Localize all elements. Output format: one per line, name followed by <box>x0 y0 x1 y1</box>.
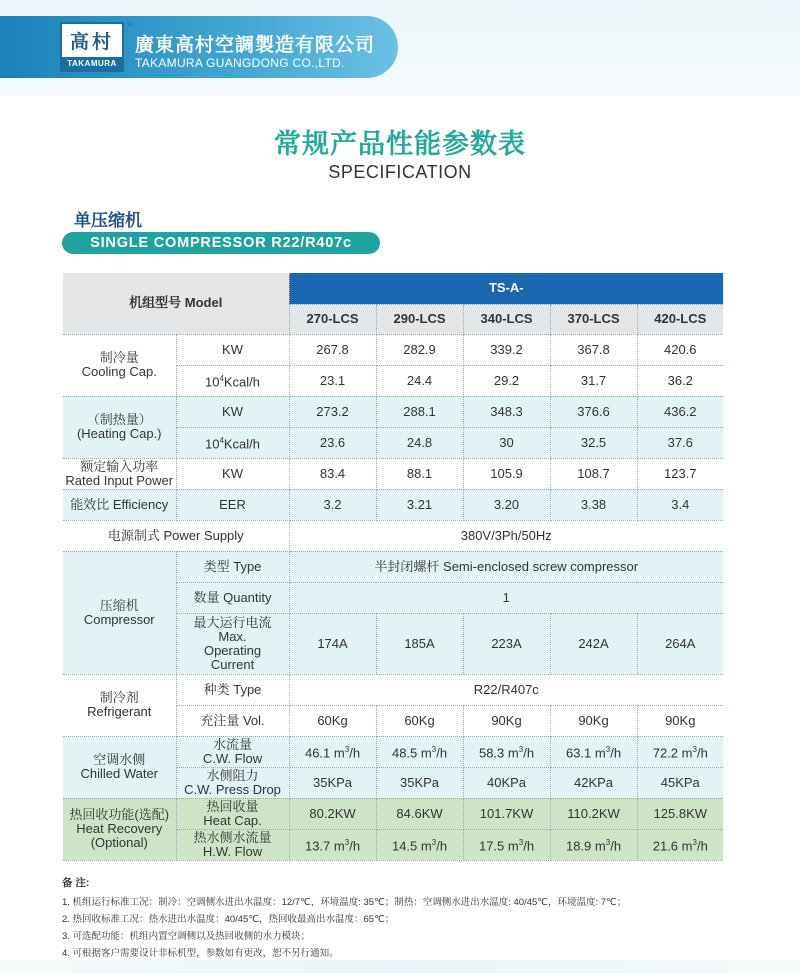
note-item: 4. 可根据客户需要设计非标机型，参数如有更改，恕不另行通知。 <box>62 948 339 959</box>
max-current-value: 174A <box>289 613 376 674</box>
heating-kw-value: 273.2 <box>289 396 376 427</box>
table-row <box>63 736 723 767</box>
efficiency-label: 能效比 Efficiency <box>63 489 176 520</box>
series-label: TS-A- <box>289 273 723 304</box>
heating-kw-value: 376.6 <box>550 396 637 427</box>
model-code: 290-LCS <box>376 304 463 334</box>
cooling-kw-value: 420.6 <box>637 334 723 365</box>
unit-kw: KW <box>176 396 289 427</box>
cw-drop-value: 40KPa <box>463 767 550 798</box>
heating-kcal-value: 23.6 <box>289 427 376 458</box>
table-row <box>63 334 723 365</box>
heating-kw-value: 348.3 <box>463 396 550 427</box>
compressor-label <box>63 551 176 674</box>
table-row <box>63 396 723 427</box>
model-code: 370-LCS <box>550 304 637 334</box>
table-header-row <box>63 273 723 304</box>
efficiency-value: 3.20 <box>463 489 550 520</box>
max-current-label-en: Current <box>210 656 255 672</box>
efficiency-value: 3.21 <box>376 489 463 520</box>
chilled-water-label-en: Chilled Water <box>80 766 159 781</box>
hw-flow-label-cn: 热水侧水流量 <box>193 829 272 845</box>
cooling-kw-value: 282.9 <box>376 334 463 365</box>
model-code: 420-LCS <box>637 304 723 334</box>
cw-flow-value: 46.1 $m^3/h$ <box>289 736 376 767</box>
page-title-en: SPECIFICATION <box>328 162 472 182</box>
efficiency-value: 3.38 <box>550 489 637 520</box>
refrigerant-charge-value: 90Kg <box>463 705 550 736</box>
heat-recovery-label-en: Heat Recovery <box>76 821 163 836</box>
cw-drop-value: 35KPa <box>289 767 376 798</box>
cooling-kw-value: 267.8 <box>289 334 376 365</box>
cooling-kw-value: 367.8 <box>550 334 637 365</box>
hr-cap-value: 125.8KW <box>637 798 723 829</box>
max-current-label-en: Max. <box>218 628 247 644</box>
hw-flow-value: 18.9 $m^3/h$ <box>550 829 637 860</box>
unit-eer: EER <box>176 489 289 520</box>
footer-strip <box>0 960 800 973</box>
company-name-en: TAKAMURA GUANGDONG CO.,LTD. <box>135 56 345 70</box>
cw-drop-value: 45KPa <box>637 767 723 798</box>
heating-kcal-value: 24.8 <box>376 427 463 458</box>
heating-kw-value: 436.2 <box>637 396 723 427</box>
cw-flow-label <box>176 736 289 767</box>
hr-cap-value: 101.7KW <box>463 798 550 829</box>
hr-cap-label-en: Heat Cap. <box>203 812 262 828</box>
refrigerant-charge-value: 60Kg <box>289 705 376 736</box>
page-title-cn: 常规产品性能参数表 <box>274 129 526 159</box>
section-title-en: SINGLE COMPRESSOR R22/R407c <box>62 232 380 254</box>
cooling-kw-value: 339.2 <box>463 334 550 365</box>
cooling-label <box>63 334 176 396</box>
table-row <box>63 551 723 582</box>
refrigerant-charge-value: 90Kg <box>550 705 637 736</box>
cw-flow-label-en: C.W. Flow <box>202 750 263 766</box>
cooling-kcal-value: 23.1 <box>289 365 376 396</box>
heat-recovery-label-en: (Optional) <box>90 835 148 850</box>
cooling-kcal-value: 31.7 <box>550 365 637 396</box>
cooling-label-en: Cooling Cap. <box>81 364 157 379</box>
hr-cap-value: 84.6KW <box>376 798 463 829</box>
hw-flow-label <box>176 829 289 860</box>
compressor-type-value: 半封闭螺杆 Semi-enclosed screw compressor <box>289 551 723 582</box>
compressor-qty-value: 1 <box>289 582 723 613</box>
cw-drop-label <box>176 767 289 798</box>
section-title-cn: 单压缩机 <box>74 211 142 230</box>
max-current-label-en: Operating <box>203 642 262 658</box>
hr-cap-value: 110.2KW <box>550 798 637 829</box>
compressor-type-label: 类型 Type <box>176 551 289 582</box>
hr-cap-value: 80.2KW <box>289 798 376 829</box>
refrigerant-label-cn: 制冷剂 <box>99 690 139 705</box>
efficiency-value: 3.4 <box>637 489 723 520</box>
logo-cn-text: 高村 <box>69 31 114 53</box>
power-value: 108.7 <box>550 458 637 489</box>
power-value: 88.1 <box>376 458 463 489</box>
max-current-value: 264A <box>637 613 723 674</box>
hw-flow-value: 13.7 $m^3/h$ <box>289 829 376 860</box>
power-value: 105.9 <box>463 458 550 489</box>
heat-recovery-label-cn: 热回收功能(选配) <box>69 807 170 822</box>
model-code: 270-LCS <box>289 304 376 334</box>
unit-kw: KW <box>176 458 289 489</box>
heating-kcal-value: 32.5 <box>550 427 637 458</box>
cooling-label-cn: 制冷量 <box>99 350 139 365</box>
cw-flow-value: 48.5 $m^3/h$ <box>376 736 463 767</box>
note-item: 1. 机组运行标准工况：制冷：空调侧水进出水温度：12/7℃，环境温度: 35℃；制热：空调侧水进出水温度: 40/45℃，环境温度: 7℃； <box>62 897 627 908</box>
cooling-kcal-value: 29.2 <box>463 365 550 396</box>
cw-flow-value: 72.2 $m^3/h$ <box>637 736 723 767</box>
power-label <box>63 458 176 489</box>
hr-cap-label <box>176 798 289 829</box>
unit-kw: KW <box>176 334 289 365</box>
power-value: 83.4 <box>289 458 376 489</box>
note-item: 2. 热回收标准工况：热水进出水温度：40/45℃，热回收最高出水温度：65℃； <box>62 914 395 925</box>
notes <box>62 875 762 962</box>
notes-title: 备 注: <box>62 877 90 889</box>
company-name-cn: 廣東高村空調製造有限公司 <box>135 35 376 56</box>
cw-flow-value: 58.3 $m^3/h$ <box>463 736 550 767</box>
cooling-kcal-value: 24.4 <box>376 365 463 396</box>
heating-label-en: (Heating Cap.) <box>76 426 162 441</box>
compressor-qty-label: 数量 Quantity <box>176 582 289 613</box>
table-row <box>63 520 723 551</box>
cw-drop-value: 35KPa <box>376 767 463 798</box>
chilled-water-label <box>63 736 176 798</box>
model-code: 340-LCS <box>463 304 550 334</box>
unit-kcal: $10^4Kcal/h$ <box>176 365 289 396</box>
max-current-value: 242A <box>550 613 637 674</box>
unit-kcal: $10^4Kcal/h$ <box>176 427 289 458</box>
efficiency-value: 3.2 <box>289 489 376 520</box>
max-current-label-cn: 最大运行电流 <box>193 614 272 630</box>
hw-flow-label-en: H.W. Flow <box>202 843 263 859</box>
company-logo <box>60 22 124 72</box>
spec-table <box>63 273 723 861</box>
registered-mark: ® <box>127 20 133 29</box>
cw-drop-label-cn: 水侧阻力 <box>206 767 259 783</box>
refrigerant-label <box>63 674 176 736</box>
power-label-en: Rated Input Power <box>65 472 174 488</box>
table-row <box>63 458 723 489</box>
cooling-kcal-value: 36.2 <box>637 365 723 396</box>
table-row <box>63 489 723 520</box>
heating-kw-value: 288.1 <box>376 396 463 427</box>
max-current-label <box>176 613 289 674</box>
cw-drop-value: 42KPa <box>550 767 637 798</box>
power-supply-label: 电源制式 Power Supply <box>63 520 289 551</box>
cw-drop-label-en: C.W. Press Drop <box>184 781 281 797</box>
max-current-value: 185A <box>376 613 463 674</box>
hw-flow-value: 14.5 $m^3/h$ <box>376 829 463 860</box>
logo-en-text: TAKAMURA <box>62 57 122 70</box>
hw-flow-value: 17.5 $m^3/h$ <box>463 829 550 860</box>
heat-recovery-label <box>63 798 176 860</box>
table-row <box>63 798 723 829</box>
compressor-label-cn: 压缩机 <box>99 597 139 613</box>
heating-kcal-value: 30 <box>463 427 550 458</box>
max-current-value: 223A <box>463 613 550 674</box>
heating-label <box>63 396 176 458</box>
power-supply-value: 380V/3Ph/50Hz <box>289 520 723 551</box>
power-value: 123.7 <box>637 458 723 489</box>
table-row <box>63 674 723 705</box>
cw-flow-value: 63.1 $m^3/h$ <box>550 736 637 767</box>
refrigerant-type-label: 种类 Type <box>176 674 289 705</box>
power-label-cn: 额定输入功率 <box>80 458 159 474</box>
hr-cap-label-cn: 热回收量 <box>206 798 259 814</box>
refrigerant-label-en: Refrigerant <box>87 704 152 719</box>
refrigerant-charge-label: 充注量 Vol. <box>176 705 289 736</box>
refrigerant-type-value: R22/R407c <box>289 674 723 705</box>
refrigerant-charge-value: 90Kg <box>637 705 723 736</box>
compressor-label-en: Compressor <box>83 611 155 627</box>
heating-label-cn: （制热量） <box>86 412 152 427</box>
note-item: 3. 可选配功能：机组内置空调侧以及热回收侧的水力模块； <box>62 931 311 942</box>
heating-kcal-value: 37.6 <box>637 427 723 458</box>
refrigerant-charge-value: 60Kg <box>376 705 463 736</box>
hw-flow-value: 21.6 $m^3/h$ <box>637 829 723 860</box>
chilled-water-label-cn: 空调水侧 <box>93 752 146 767</box>
model-label: 机组型号 Model <box>63 273 289 334</box>
cw-flow-label-cn: 水流量 <box>213 736 253 752</box>
